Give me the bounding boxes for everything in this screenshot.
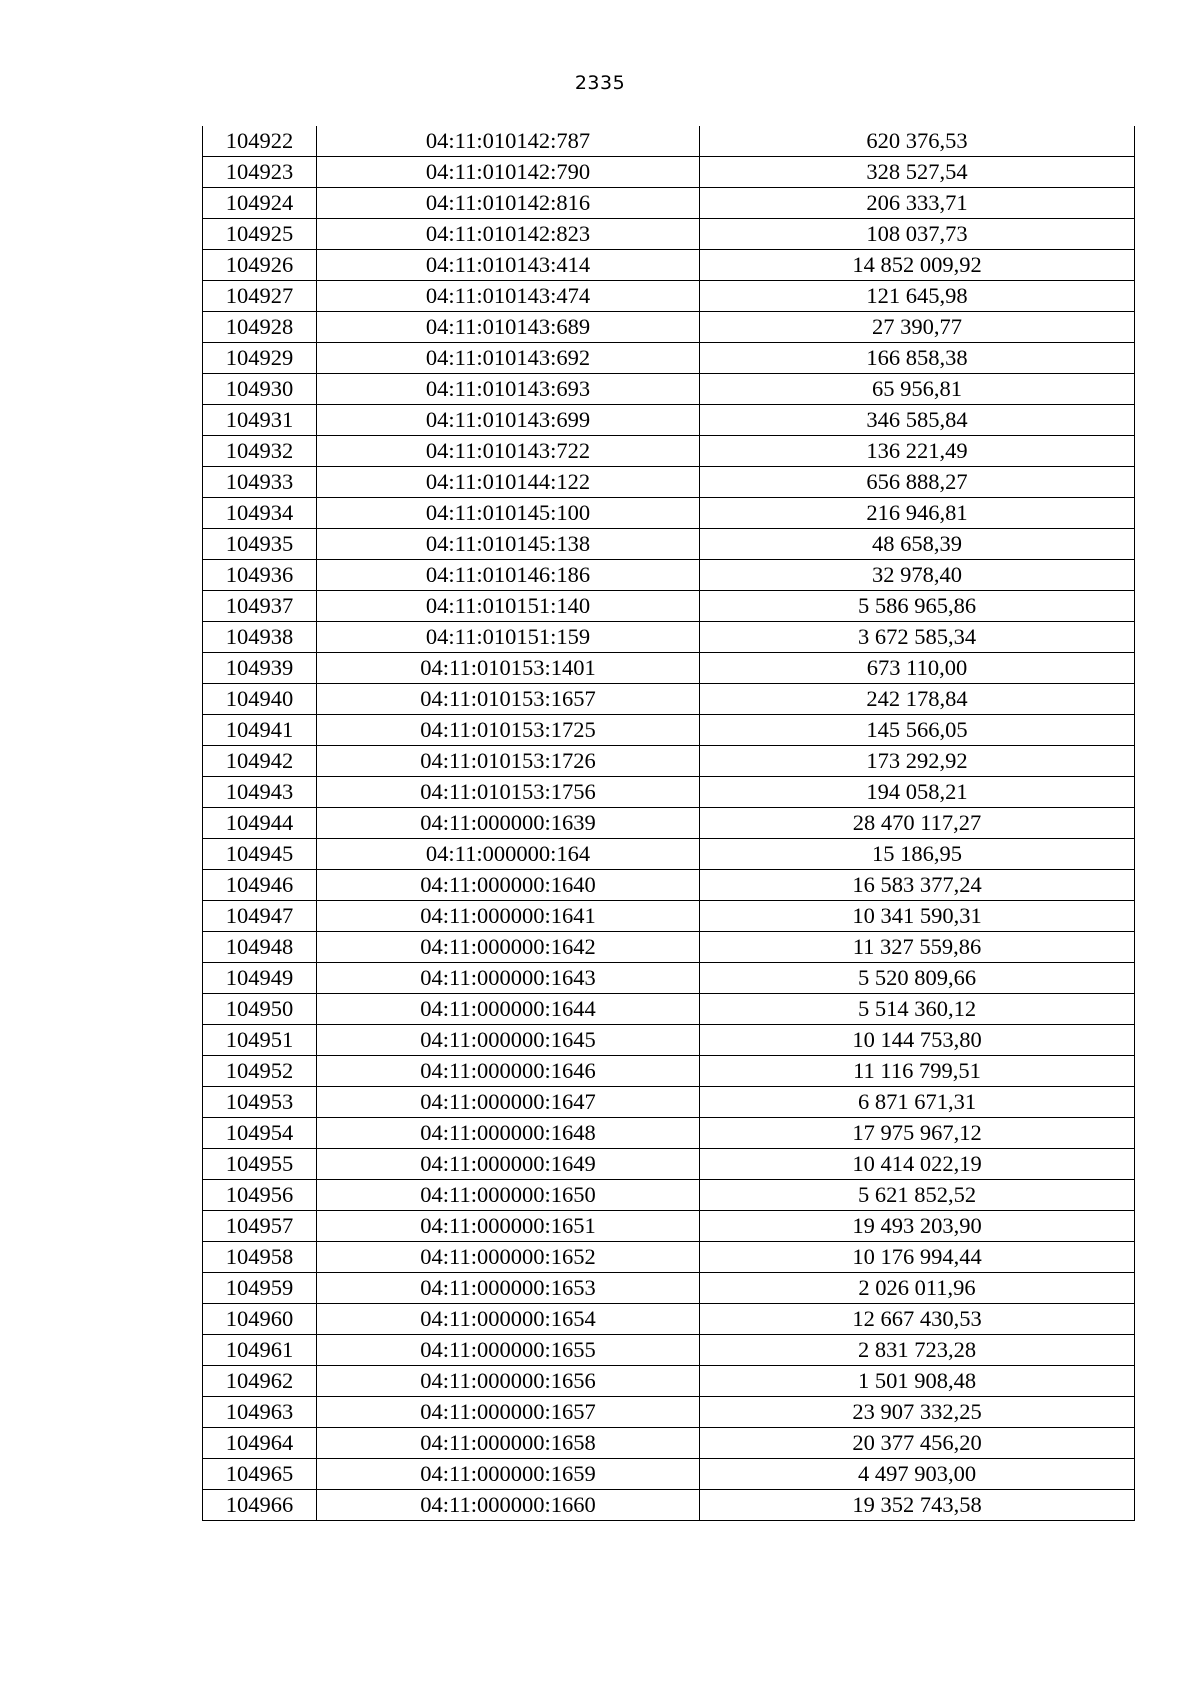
table-row — [203, 1056, 1135, 1087]
row-number-cell: 104930 — [203, 374, 317, 405]
table-row — [203, 1366, 1135, 1397]
table-body — [203, 126, 1135, 1521]
cadastral-number-cell: 04:11:000000:1647 — [317, 1087, 700, 1118]
table-row — [203, 281, 1135, 312]
cadastral-value-cell: 656 888,27 — [700, 467, 1135, 498]
cadastral-value-cell: 108 037,73 — [700, 219, 1135, 250]
table-row — [203, 932, 1135, 963]
cadastral-number-cell: 04:11:010143:689 — [317, 312, 700, 343]
cadastral-value-cell: 673 110,00 — [700, 653, 1135, 684]
table-row — [203, 653, 1135, 684]
table-row — [203, 1149, 1135, 1180]
table-row — [203, 157, 1135, 188]
row-number-cell: 104947 — [203, 901, 317, 932]
table-row — [203, 529, 1135, 560]
cadastral-number-cell: 04:11:010142:823 — [317, 219, 700, 250]
row-number-cell: 104928 — [203, 312, 317, 343]
cadastral-value-cell: 620 376,53 — [700, 126, 1135, 157]
row-number-cell: 104941 — [203, 715, 317, 746]
table-row — [203, 591, 1135, 622]
cadastral-number-cell: 04:11:000000:1658 — [317, 1428, 700, 1459]
cadastral-number-cell: 04:11:000000:1656 — [317, 1366, 700, 1397]
cadastral-value-cell: 23 907 332,25 — [700, 1397, 1135, 1428]
row-number-cell: 104946 — [203, 870, 317, 901]
cadastral-number-cell: 04:11:000000:1651 — [317, 1211, 700, 1242]
cadastral-value-cell: 5 514 360,12 — [700, 994, 1135, 1025]
cadastral-number-cell: 04:11:010143:693 — [317, 374, 700, 405]
table-row — [203, 1335, 1135, 1366]
row-number-cell: 104934 — [203, 498, 317, 529]
cadastral-value-cell: 242 178,84 — [700, 684, 1135, 715]
table-row — [203, 219, 1135, 250]
table-row — [203, 467, 1135, 498]
cadastral-value-cell: 32 978,40 — [700, 560, 1135, 591]
cadastral-value-cell: 12 667 430,53 — [700, 1304, 1135, 1335]
cadastral-value-cell: 10 414 022,19 — [700, 1149, 1135, 1180]
table-row — [203, 684, 1135, 715]
cadastral-value-cell: 20 377 456,20 — [700, 1428, 1135, 1459]
table-row — [203, 126, 1135, 157]
cadastral-value-cell: 19 352 743,58 — [700, 1490, 1135, 1521]
table-row — [203, 1118, 1135, 1149]
cadastral-value-cell: 10 176 994,44 — [700, 1242, 1135, 1273]
row-number-cell: 104953 — [203, 1087, 317, 1118]
table-row — [203, 1025, 1135, 1056]
cadastral-value-cell: 206 333,71 — [700, 188, 1135, 219]
cadastral-number-cell: 04:11:000000:1648 — [317, 1118, 700, 1149]
row-number-cell: 104962 — [203, 1366, 317, 1397]
row-number-cell: 104963 — [203, 1397, 317, 1428]
row-number-cell: 104942 — [203, 746, 317, 777]
cadastral-number-cell: 04:11:010153:1401 — [317, 653, 700, 684]
cadastral-value-cell: 14 852 009,92 — [700, 250, 1135, 281]
cadastral-number-cell: 04:11:010153:1725 — [317, 715, 700, 746]
cadastral-value-cell: 216 946,81 — [700, 498, 1135, 529]
table-row — [203, 1180, 1135, 1211]
table-row — [203, 250, 1135, 281]
table-row — [203, 746, 1135, 777]
cadastral-number-cell: 04:11:000000:1659 — [317, 1459, 700, 1490]
table-row — [203, 1242, 1135, 1273]
cadastral-value-cell: 4 497 903,00 — [700, 1459, 1135, 1490]
table-row — [203, 1273, 1135, 1304]
table-row — [203, 777, 1135, 808]
row-number-cell: 104955 — [203, 1149, 317, 1180]
cadastral-number-cell: 04:11:000000:1642 — [317, 932, 700, 963]
row-number-cell: 104937 — [203, 591, 317, 622]
cadastral-value-cell: 19 493 203,90 — [700, 1211, 1135, 1242]
row-number-cell: 104950 — [203, 994, 317, 1025]
row-number-cell: 104936 — [203, 560, 317, 591]
cadastral-value-cell: 10 341 590,31 — [700, 901, 1135, 932]
cadastral-number-cell: 04:11:010143:722 — [317, 436, 700, 467]
table-row — [203, 715, 1135, 746]
cadastral-number-cell: 04:11:010145:100 — [317, 498, 700, 529]
page-number: 2335 — [574, 72, 626, 94]
row-number-cell: 104940 — [203, 684, 317, 715]
row-number-cell: 104944 — [203, 808, 317, 839]
cadastral-number-cell: 04:11:010151:159 — [317, 622, 700, 653]
cadastral-number-cell: 04:11:000000:1640 — [317, 870, 700, 901]
cadastral-number-cell: 04:11:000000:1645 — [317, 1025, 700, 1056]
cadastral-value-cell: 17 975 967,12 — [700, 1118, 1135, 1149]
row-number-cell: 104933 — [203, 467, 317, 498]
cadastral-number-cell: 04:11:000000:1644 — [317, 994, 700, 1025]
cadastral-number-cell: 04:11:000000:164 — [317, 839, 700, 870]
row-number-cell: 104949 — [203, 963, 317, 994]
row-number-cell: 104952 — [203, 1056, 317, 1087]
cadastral-number-cell: 04:11:010143:474 — [317, 281, 700, 312]
cadastral-number-cell: 04:11:010144:122 — [317, 467, 700, 498]
cadastral-value-cell: 5 621 852,52 — [700, 1180, 1135, 1211]
table-row — [203, 901, 1135, 932]
cadastral-number-cell: 04:11:000000:1650 — [317, 1180, 700, 1211]
row-number-cell: 104929 — [203, 343, 317, 374]
cadastral-number-cell: 04:11:000000:1652 — [317, 1242, 700, 1273]
row-number-cell: 104932 — [203, 436, 317, 467]
table-row — [203, 1087, 1135, 1118]
table-row — [203, 312, 1135, 343]
cadastral-number-cell: 04:11:000000:1639 — [317, 808, 700, 839]
cadastral-number-cell: 04:11:000000:1649 — [317, 1149, 700, 1180]
cadastral-value-cell: 121 645,98 — [700, 281, 1135, 312]
cadastral-value-cell: 5 586 965,86 — [700, 591, 1135, 622]
cadastral-number-cell: 04:11:000000:1643 — [317, 963, 700, 994]
cadastral-number-cell: 04:11:010153:1726 — [317, 746, 700, 777]
cadastral-value-cell: 15 186,95 — [700, 839, 1135, 870]
table-row — [203, 622, 1135, 653]
table-row — [203, 870, 1135, 901]
cadastral-number-cell: 04:11:000000:1646 — [317, 1056, 700, 1087]
row-number-cell: 104938 — [203, 622, 317, 653]
cadastral-value-cell: 3 672 585,34 — [700, 622, 1135, 653]
cadastral-value-cell: 194 058,21 — [700, 777, 1135, 808]
cadastral-value-cell: 11 327 559,86 — [700, 932, 1135, 963]
cadastral-value-cell: 173 292,92 — [700, 746, 1135, 777]
row-number-cell: 104961 — [203, 1335, 317, 1366]
row-number-cell: 104935 — [203, 529, 317, 560]
table-row — [203, 436, 1135, 467]
cadastral-number-cell: 04:11:010143:414 — [317, 250, 700, 281]
cadastral-number-cell: 04:11:000000:1653 — [317, 1273, 700, 1304]
table-row — [203, 1428, 1135, 1459]
cadastral-value-cell: 65 956,81 — [700, 374, 1135, 405]
table-row — [203, 1211, 1135, 1242]
table-row — [203, 498, 1135, 529]
table-row — [203, 963, 1135, 994]
cadastral-value-cell: 6 871 671,31 — [700, 1087, 1135, 1118]
cadastral-value-cell: 11 116 799,51 — [700, 1056, 1135, 1087]
table-row — [203, 188, 1135, 219]
cadastral-value-cell: 48 658,39 — [700, 529, 1135, 560]
table-row — [203, 374, 1135, 405]
cadastral-value-table — [202, 126, 1135, 1521]
cadastral-value-cell: 166 858,38 — [700, 343, 1135, 374]
row-number-cell: 104925 — [203, 219, 317, 250]
cadastral-number-cell: 04:11:010145:138 — [317, 529, 700, 560]
row-number-cell: 104951 — [203, 1025, 317, 1056]
cadastral-value-cell: 16 583 377,24 — [700, 870, 1135, 901]
table-row — [203, 1397, 1135, 1428]
row-number-cell: 104966 — [203, 1490, 317, 1521]
table-row — [203, 1490, 1135, 1521]
cadastral-number-cell: 04:11:010142:790 — [317, 157, 700, 188]
cadastral-number-cell: 04:11:000000:1657 — [317, 1397, 700, 1428]
cadastral-number-cell: 04:11:010142:787 — [317, 126, 700, 157]
cadastral-number-cell: 04:11:000000:1641 — [317, 901, 700, 932]
row-number-cell: 104964 — [203, 1428, 317, 1459]
row-number-cell: 104922 — [203, 126, 317, 157]
row-number-cell: 104959 — [203, 1273, 317, 1304]
row-number-cell: 104957 — [203, 1211, 317, 1242]
cadastral-value-cell: 5 520 809,66 — [700, 963, 1135, 994]
row-number-cell: 104948 — [203, 932, 317, 963]
cadastral-number-cell: 04:11:000000:1654 — [317, 1304, 700, 1335]
row-number-cell: 104958 — [203, 1242, 317, 1273]
cadastral-value-cell: 10 144 753,80 — [700, 1025, 1135, 1056]
row-number-cell: 104954 — [203, 1118, 317, 1149]
cadastral-number-cell: 04:11:010146:186 — [317, 560, 700, 591]
cadastral-table-container — [202, 126, 1134, 1521]
table-row — [203, 405, 1135, 436]
cadastral-value-cell: 328 527,54 — [700, 157, 1135, 188]
cadastral-number-cell: 04:11:000000:1660 — [317, 1490, 700, 1521]
cadastral-value-cell: 1 501 908,48 — [700, 1366, 1135, 1397]
cadastral-number-cell: 04:11:010142:816 — [317, 188, 700, 219]
table-row — [203, 560, 1135, 591]
table-row — [203, 1459, 1135, 1490]
cadastral-value-cell: 27 390,77 — [700, 312, 1135, 343]
cadastral-number-cell: 04:11:010151:140 — [317, 591, 700, 622]
row-number-cell: 104931 — [203, 405, 317, 436]
table-row — [203, 994, 1135, 1025]
row-number-cell: 104956 — [203, 1180, 317, 1211]
row-number-cell: 104943 — [203, 777, 317, 808]
cadastral-value-cell: 346 585,84 — [700, 405, 1135, 436]
cadastral-number-cell: 04:11:000000:1655 — [317, 1335, 700, 1366]
row-number-cell: 104924 — [203, 188, 317, 219]
cadastral-value-cell: 145 566,05 — [700, 715, 1135, 746]
cadastral-value-cell: 2 026 011,96 — [700, 1273, 1135, 1304]
row-number-cell: 104939 — [203, 653, 317, 684]
cadastral-number-cell: 04:11:010143:699 — [317, 405, 700, 436]
table-row — [203, 1304, 1135, 1335]
row-number-cell: 104926 — [203, 250, 317, 281]
row-number-cell: 104923 — [203, 157, 317, 188]
row-number-cell: 104945 — [203, 839, 317, 870]
cadastral-value-cell: 28 470 117,27 — [700, 808, 1135, 839]
cadastral-value-cell: 2 831 723,28 — [700, 1335, 1135, 1366]
row-number-cell: 104927 — [203, 281, 317, 312]
row-number-cell: 104960 — [203, 1304, 317, 1335]
table-row — [203, 808, 1135, 839]
table-row — [203, 343, 1135, 374]
cadastral-number-cell: 04:11:010153:1657 — [317, 684, 700, 715]
cadastral-value-cell: 136 221,49 — [700, 436, 1135, 467]
cadastral-number-cell: 04:11:010143:692 — [317, 343, 700, 374]
row-number-cell: 104965 — [203, 1459, 317, 1490]
table-row — [203, 839, 1135, 870]
cadastral-number-cell: 04:11:010153:1756 — [317, 777, 700, 808]
